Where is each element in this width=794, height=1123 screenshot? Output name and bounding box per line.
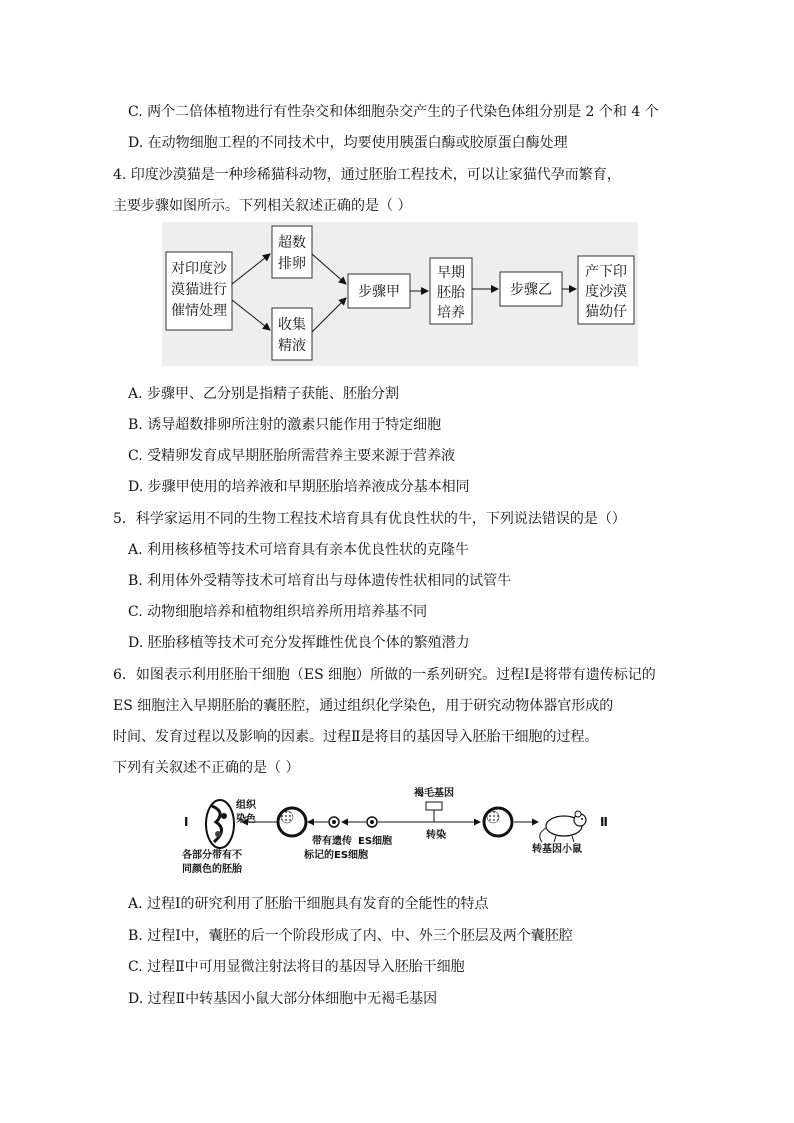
gene-label: 褐毛基因 xyxy=(414,788,454,799)
stain-label-1: 组织 xyxy=(236,800,256,811)
box2-line2: 排卵 xyxy=(278,256,306,272)
q4-option-d: D. 步骤甲使用的培养液和早期胚胎培养液成分基本相同 xyxy=(128,479,470,495)
box5-line1: 早期 xyxy=(437,265,465,281)
q6-stem-line2: ES 细胞注入早期胚胎的囊胚腔，通过组织化学染色，用于研究动物体器官形成的 xyxy=(113,698,614,714)
q6-option-c: C. 过程Ⅱ中可用显微注射法将目的基因导入胚胎干细胞 xyxy=(128,959,465,975)
box6-label: 步骤乙 xyxy=(510,282,552,298)
transfect-label: 转染 xyxy=(426,830,446,841)
box5-line2: 胚胎 xyxy=(437,285,465,301)
box3-line2: 精液 xyxy=(278,338,306,354)
q6-option-a: A. 过程Ⅰ的研究利用了胚胎干细胞具有发育的全能性的特点 xyxy=(128,896,489,912)
es-cell-icon xyxy=(367,817,377,827)
box1-line1: 对印度沙 xyxy=(171,261,227,277)
q4-stem-line1: 4. 印度沙漠猫是一种珍稀猫科动物，通过胚胎工程技术，可以让家猫代孕而繁育， xyxy=(113,167,621,183)
q5-option-a: A. 利用核移植等技术可培育具有亲本优良性状的克隆牛 xyxy=(128,542,470,558)
transgenic-mouse-icon xyxy=(540,811,586,842)
embryo-label-2: 同颜色的胚胎 xyxy=(182,864,242,875)
box7-line1: 产下印 xyxy=(585,264,627,280)
mouse-label: 转基因小鼠 xyxy=(532,844,582,855)
box1-line3: 催情处理 xyxy=(171,303,227,319)
q5-stem: 5．科学家运用不同的生物工程技术培育具有优良性状的牛，下列说法错误的是（） xyxy=(113,511,626,527)
box2-line1: 超数 xyxy=(278,235,306,251)
q5-option-c: C. 动物细胞培养和植物组织培养所用培养基不同 xyxy=(128,604,428,620)
blastocyst-2-icon xyxy=(484,808,512,836)
q4-option-c: C. 受精卵发育成早期胚胎所需营养主要来源于营养液 xyxy=(128,448,456,464)
stained-embryo-icon xyxy=(206,800,234,848)
q5-option-b: B. 利用体外受精等技术可培育出与母体遗传性状相同的试管牛 xyxy=(128,573,512,589)
q4-stem-line2: 主要步骤如图所示。下列相关叙述正确的是（ ） xyxy=(113,198,412,214)
q5-option-d: D. 胚胎移植等技术可充分发挥雌性优良个体的繁殖潜力 xyxy=(128,635,470,651)
box5-line3: 培养 xyxy=(437,305,465,321)
box3-line1: 收集 xyxy=(278,317,306,333)
q4-option-b: B. 诱导超数排卵所注射的激素只能作用于特定细胞 xyxy=(128,417,442,433)
roman-1: Ⅰ xyxy=(184,815,189,829)
box7-line3: 猫幼仔 xyxy=(585,304,627,320)
q6-stem-line4: 下列有关叙述不正确的是（ ） xyxy=(113,760,300,776)
q6-stem-line3: 时间、发育过程以及影响的因素。过程Ⅱ是将目的基因导入胚胎干细胞的过程。 xyxy=(113,729,599,745)
q3-option-c: C. 两个二倍体植物进行有性杂交和体细胞杂交产生的子代染色体组分别是 2 个和 4 个 xyxy=(128,104,659,120)
roman-2: Ⅱ xyxy=(600,815,608,829)
blastocyst-icon xyxy=(278,808,306,836)
stain-label-2: 染色 xyxy=(236,814,256,825)
embryo-label-1: 各部分带有不 xyxy=(182,850,242,861)
box1-line2: 漠猫进行 xyxy=(171,282,227,298)
q4-flow-diagram xyxy=(162,222,638,366)
box4-label: 步骤甲 xyxy=(358,284,400,300)
q6-es-cell-diagram xyxy=(180,786,620,876)
es-cell-label: ES细胞 xyxy=(358,836,393,847)
marked-es-label-1: 带有遗传 xyxy=(312,836,352,847)
marked-es-cell-icon xyxy=(329,817,339,827)
box7-line2: 度沙漠 xyxy=(585,284,627,300)
q4-option-a: A. 步骤甲、乙分别是指精子获能、胚胎分割 xyxy=(128,386,400,402)
q6-option-d: D. 过程Ⅱ中转基因小鼠大部分体细胞中无褐毛基因 xyxy=(128,991,438,1007)
q6-option-b: B. 过程Ⅰ中，囊胚的后一个阶段形成了内、中、外三个胚层及两个囊胚腔 xyxy=(128,928,573,944)
marked-es-label-2: 标记的ES细胞 xyxy=(304,850,369,861)
q3-option-d: D. 在动物细胞工程的不同技术中，均要使用胰蛋白酶或胶原蛋白酶处理 xyxy=(128,135,568,151)
q6-stem-line1: 6．如图表示利用胚胎干细胞（ES 细胞）所做的一系列研究。过程Ⅰ是将带有遗传标记的 xyxy=(113,667,656,683)
